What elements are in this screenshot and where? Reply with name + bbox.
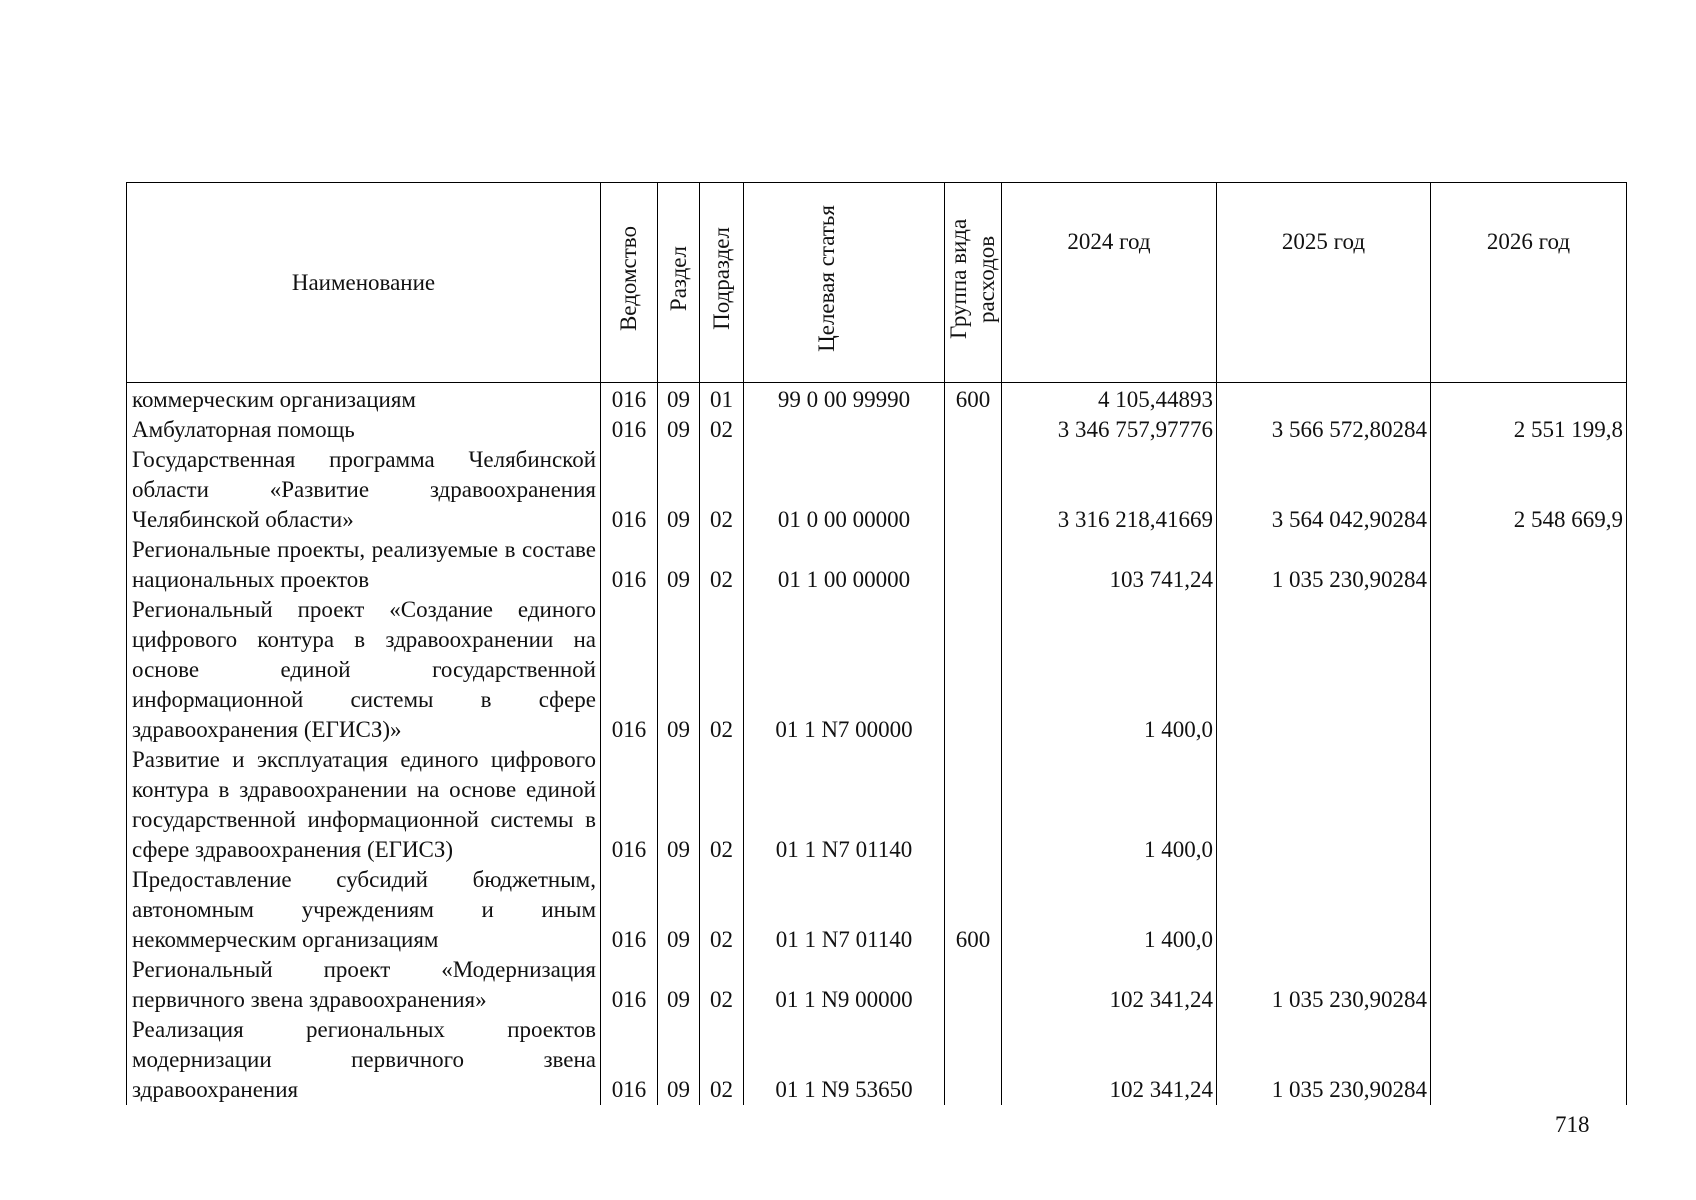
row-vedomstvo: 016 [601, 1015, 658, 1105]
row-razdel: 09 [658, 745, 700, 865]
row-podrazdel: 02 [700, 415, 744, 445]
row-vedomstvo: 016 [601, 955, 658, 1015]
table-row [127, 383, 1627, 416]
row-vedomstvo: 016 [601, 865, 658, 955]
row-celevaya: 01 0 00 00000 [744, 445, 945, 535]
header-2025: 2025 год [1217, 183, 1431, 383]
row-vedomstvo: 016 [601, 535, 658, 595]
row-2026: 2 551 199,8 [1431, 415, 1627, 445]
header-podrazdel [700, 183, 744, 383]
row-2025 [1217, 865, 1431, 955]
row-celevaya: 01 1 N7 01140 [744, 745, 945, 865]
row-vedomstvo: 016 [601, 383, 658, 416]
row-2026 [1431, 1015, 1627, 1105]
header-celevaya [744, 183, 945, 383]
row-razdel: 09 [658, 415, 700, 445]
row-name: Развитие и эксплуатация единого цифрового контура в здравоохранении на основе единой государственной информационной системы в сфере здравоохранения (ЕГИСЗ) [127, 745, 601, 865]
row-2024: 103 741,24 [1002, 535, 1217, 595]
row-2025: 3 564 042,90284 [1217, 445, 1431, 535]
row-2024: 1 400,0 [1002, 865, 1217, 955]
table-row [127, 535, 1627, 595]
row-name: Региональный проект «Создание единого цифрового контура в здравоохранении на основе единой государственной информационной системы в сфере здравоохранения (ЕГИСЗ)» [127, 595, 601, 745]
row-celevaya: 01 1 00 00000 [744, 535, 945, 595]
row-vedomstvo: 016 [601, 445, 658, 535]
row-gruppa: 600 [945, 383, 1002, 416]
budget-table [126, 182, 1627, 1105]
table-row [127, 1015, 1627, 1105]
row-celevaya [744, 415, 945, 445]
row-2024: 102 341,24 [1002, 1015, 1217, 1105]
row-razdel: 09 [658, 595, 700, 745]
row-2025: 1 035 230,90284 [1217, 955, 1431, 1015]
page-number: 718 [1555, 1112, 1590, 1137]
table-header-row [127, 183, 1627, 383]
row-razdel: 09 [658, 955, 700, 1015]
row-podrazdel: 02 [700, 1015, 744, 1105]
header-podrazdel-label: Подраздел [708, 227, 734, 330]
row-2025: 1 035 230,90284 [1217, 1015, 1431, 1105]
row-name: Предоставление субсидий бюджетным, автономным учреждениям и иным некоммерческим организациям [127, 865, 601, 955]
header-vedomstvo-label: Ведомство [616, 225, 641, 332]
row-name: Региональные проекты, реализуемые в составе национальных проектов [127, 535, 601, 595]
row-gruppa [945, 1015, 1002, 1105]
row-name: Региональный проект «Модернизация первичного звена здравоохранения» [127, 955, 601, 1015]
row-podrazdel: 02 [700, 955, 744, 1015]
row-2026 [1431, 595, 1627, 745]
row-name: Амбулаторная помощь [127, 415, 601, 445]
row-gruppa [945, 595, 1002, 745]
table-row [127, 745, 1627, 865]
header-2026: 2026 год [1431, 183, 1627, 383]
row-celevaya: 01 1 N7 00000 [744, 595, 945, 745]
row-2026 [1431, 955, 1627, 1015]
row-celevaya: 01 1 N9 00000 [744, 955, 945, 1015]
row-2024: 3 346 757,97776 [1002, 415, 1217, 445]
row-vedomstvo: 016 [601, 595, 658, 745]
table-row [127, 595, 1627, 745]
row-2024: 102 341,24 [1002, 955, 1217, 1015]
row-vedomstvo: 016 [601, 415, 658, 445]
row-podrazdel: 02 [700, 745, 744, 865]
row-2026: 2 548 669,9 [1431, 445, 1627, 535]
table-row [127, 865, 1627, 955]
row-podrazdel: 02 [700, 445, 744, 535]
row-name: Реализация региональных проектов модернизации первичного звена здравоохранения [127, 1015, 601, 1105]
row-podrazdel: 02 [700, 595, 744, 745]
row-gruppa [945, 445, 1002, 535]
row-celevaya: 01 1 N9 53650 [744, 1015, 945, 1105]
row-2024: 3 316 218,41669 [1002, 445, 1217, 535]
row-name: коммерческим организациям [127, 383, 601, 416]
row-2026 [1431, 865, 1627, 955]
row-razdel: 09 [658, 535, 700, 595]
row-gruppa: 600 [945, 865, 1002, 955]
table-row [127, 445, 1627, 535]
header-name: Наименование [127, 183, 601, 383]
row-razdel: 09 [658, 865, 700, 955]
row-2025: 3 566 572,80284 [1217, 415, 1431, 445]
header-vedomstvo [601, 183, 658, 383]
table-row [127, 415, 1627, 445]
row-2025 [1217, 745, 1431, 865]
header-razdel-label: Раздел [665, 245, 691, 312]
row-2025: 1 035 230,90284 [1217, 535, 1431, 595]
row-2026 [1431, 383, 1627, 416]
row-vedomstvo: 016 [601, 745, 658, 865]
row-2026 [1431, 745, 1627, 865]
row-gruppa [945, 955, 1002, 1015]
row-podrazdel: 02 [700, 535, 744, 595]
header-celevaya-label: Целевая статья [814, 205, 839, 352]
row-razdel: 09 [658, 383, 700, 416]
row-razdel: 09 [658, 445, 700, 535]
row-celevaya: 01 1 N7 01140 [744, 865, 945, 955]
row-gruppa [945, 415, 1002, 445]
header-razdel [658, 183, 700, 383]
row-gruppa [945, 535, 1002, 595]
row-2024: 1 400,0 [1002, 595, 1217, 745]
row-celevaya: 99 0 00 99990 [744, 383, 945, 416]
row-2024: 1 400,0 [1002, 745, 1217, 865]
header-gruppa [945, 183, 1002, 383]
row-razdel: 09 [658, 1015, 700, 1105]
row-podrazdel: 02 [700, 865, 744, 955]
row-2025 [1217, 383, 1431, 416]
header-gruppa-label: Группа вида расходов [946, 218, 999, 339]
row-name: Государственная программа Челябинской области «Развитие здравоохранения Челябинской области» [127, 445, 601, 535]
row-2026 [1431, 535, 1627, 595]
row-gruppa [945, 745, 1002, 865]
header-2024: 2024 год [1002, 183, 1217, 383]
table-row [127, 955, 1627, 1015]
row-2025 [1217, 595, 1431, 745]
row-podrazdel: 01 [700, 383, 744, 416]
row-2024: 4 105,44893 [1002, 383, 1217, 416]
